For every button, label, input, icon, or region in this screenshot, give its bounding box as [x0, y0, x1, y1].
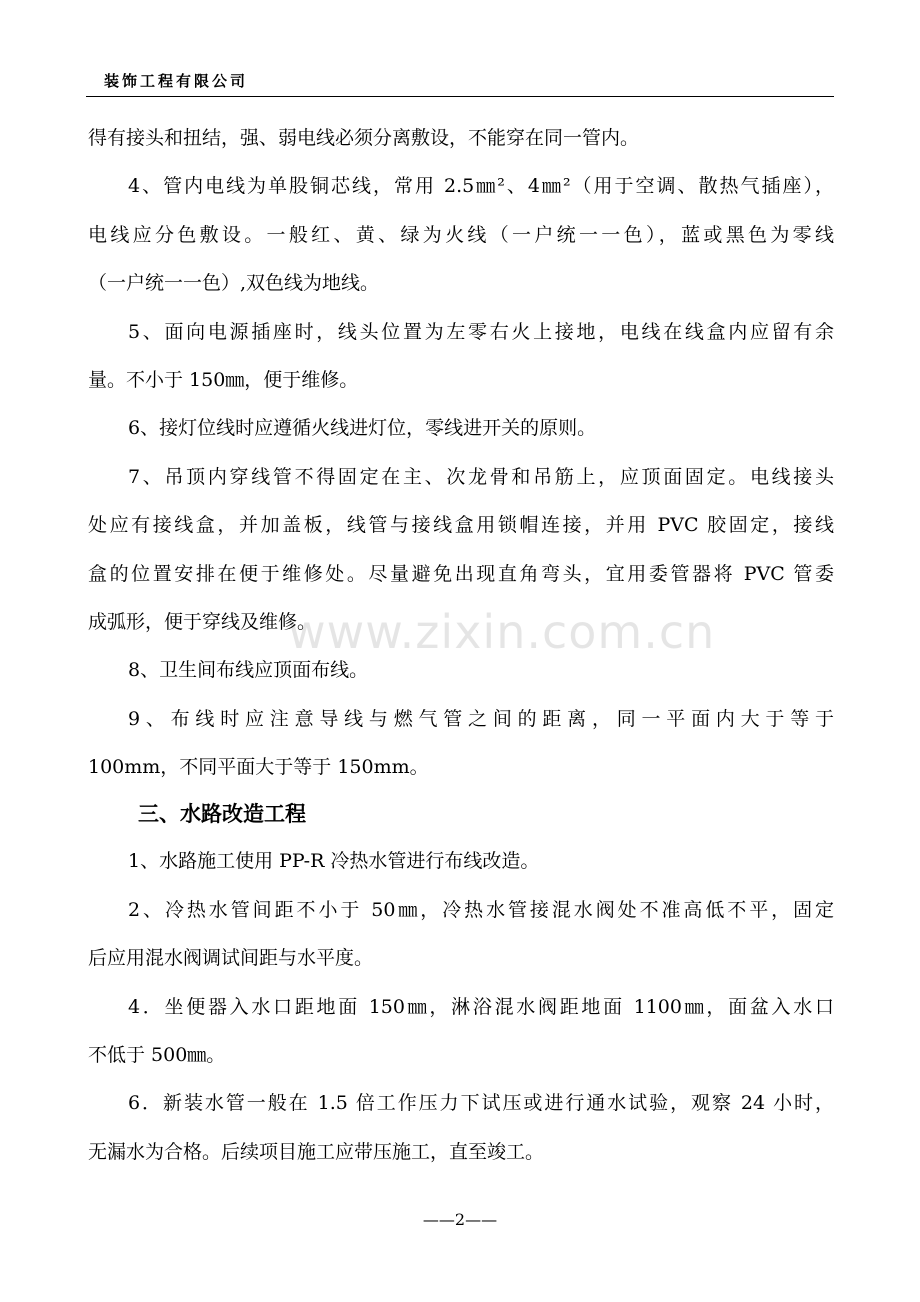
text-line: 处应有接线盒，并加盖板，线管与接线盒用锁帽连接，并用 PVC 胶固定，接线	[88, 514, 834, 537]
text-line: 电线应分色敷设。一般红、黄、绿为火线（一户统一一色），蓝或黑色为零线	[88, 223, 834, 246]
text-line: 盒的位置安排在便于维修处。尽量避免出现直角弯头，宜用委管器将 PVC 管委	[88, 562, 834, 585]
text-line: 后应用混水阀调试间距与水平度。	[88, 947, 374, 970]
text-line: 6、接灯位线时应遵循火线进灯位，零线进开关的原则。	[128, 417, 597, 440]
document-body	[88, 114, 834, 1176]
text-line: 4．坐便器入水口距地面 150㎜，淋浴混水阀距地面 1100㎜，面盆入水口	[128, 995, 834, 1018]
text-line: （一户统一一色）,双色线为地线。	[88, 272, 380, 295]
page-number: ——2——	[422, 1210, 498, 1229]
watermark: www.zixin.com.cn	[288, 605, 716, 659]
text-line: 1、水路施工使用 PP-R 冷热水管进行布线改造。	[128, 850, 540, 873]
text-line: 6．新装水管一般在 1.5 倍工作压力下试压或进行通水试验，观察 24 小时，	[128, 1092, 834, 1115]
text-line: 7、吊顶内穿线管不得固定在主、次龙骨和吊筋上，应顶面固定。电线接头	[128, 465, 834, 488]
text-line: 9、布线时应注意导线与燃气管之间的距离，同一平面内大于等于	[128, 707, 834, 730]
text-line: 不低于 500㎜。	[88, 1044, 226, 1067]
company-name: 装饰工程有限公司	[104, 72, 249, 90]
section-heading: 三、水路改造工程	[138, 802, 306, 827]
text-line: 5、面向电源插座时，线头位置为左零右火上接地，电线在线盒内应留有余	[128, 320, 834, 343]
text-line: 2、冷热水管间距不小于 50㎜，冷热水管接混水阀处不准高低不平，固定	[128, 898, 834, 921]
page-header	[86, 66, 834, 97]
text-line: 100mm，不同平面大于等于 150mm。	[88, 756, 429, 779]
text-line: 量。不小于 150㎜，便于维修。	[88, 368, 359, 391]
text-line: 无漏水为合格。后续项目施工应带压施工，直至竣工。	[88, 1140, 545, 1163]
text-line: 4、管内电线为单股铜芯线，常用 2.5㎜²、4㎜²（用于空调、散热气插座），	[128, 175, 834, 198]
text-line: 8、卫生间布线应顶面布线。	[128, 659, 369, 682]
text-line: 得有接头和扭结，强、弱电线必须分离敷设，不能穿在同一管内。	[88, 127, 640, 149]
text-line: 成弧形，便于穿线及维修。	[88, 610, 317, 633]
